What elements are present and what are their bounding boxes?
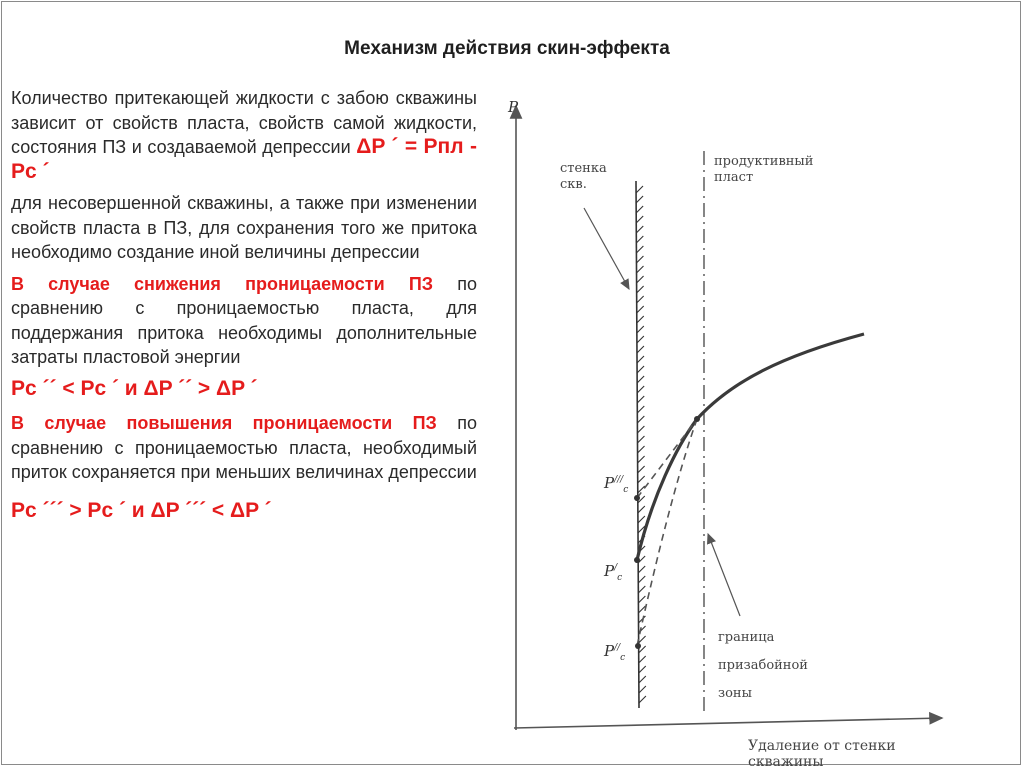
hatch-mark	[638, 486, 645, 493]
hatch-mark	[637, 376, 644, 383]
wall-label	[560, 161, 607, 193]
hatch-mark	[638, 606, 645, 613]
formula-increase	[11, 499, 477, 524]
hatch-mark	[637, 366, 644, 373]
hatch-mark	[638, 516, 645, 523]
hatch-mark	[637, 396, 644, 403]
hatch-mark	[636, 206, 643, 213]
hatch-mark	[637, 286, 644, 293]
hatch-mark	[639, 666, 646, 673]
skin-effect-diagram	[492, 86, 962, 770]
hatch-mark	[637, 326, 644, 333]
pc-upper-label	[604, 474, 628, 495]
hatch-mark	[636, 216, 643, 223]
hatch-mark	[638, 586, 645, 593]
pressure-curve-decreased	[637, 334, 864, 560]
hatch-mark	[638, 566, 645, 573]
point-intersection	[694, 416, 700, 422]
hatch-mark	[637, 386, 644, 393]
hatch-mark	[636, 196, 643, 203]
hatch-mark	[637, 416, 644, 423]
wall-label-line1: стенка	[560, 161, 607, 176]
pc-mid-symbol: P	[604, 562, 615, 580]
formation-label-line1: продуктивный	[714, 154, 814, 169]
pc-upper-symbol: P	[604, 474, 615, 492]
hatch-mark	[637, 306, 644, 313]
boundary-label-line1: граница	[718, 630, 775, 645]
hatch-mark	[637, 316, 644, 323]
point-pc-upper	[634, 495, 640, 501]
hatch-mark	[637, 296, 644, 303]
y-axis-label: P	[508, 98, 519, 116]
well-wall-line	[636, 181, 639, 708]
hatch-mark	[637, 276, 644, 283]
hatch-mark	[639, 686, 646, 693]
hatch-mark	[637, 336, 644, 343]
hatch-mark	[636, 266, 643, 273]
paragraph-2	[11, 191, 477, 265]
pc-upper-sub: c	[623, 485, 629, 495]
hatch-mark	[638, 576, 645, 583]
hatch-mark	[639, 636, 646, 643]
hatch-mark	[638, 596, 645, 603]
slide-title: Механизм действия скин-эффекта	[344, 38, 670, 59]
hatch-mark	[637, 346, 644, 353]
point-pc-mid	[634, 557, 640, 563]
paragraph-3-emphasis: В случае снижения проницаемости ПЗ	[11, 273, 434, 294]
pc-mid-sub: c	[617, 573, 623, 583]
pc-mid-sup: /	[614, 563, 618, 573]
hatch-mark	[639, 676, 646, 683]
x-axis	[514, 718, 942, 728]
hatch-mark	[637, 426, 644, 433]
hatch-mark	[636, 246, 643, 253]
pc-lower-sub: c	[620, 653, 626, 663]
pc-upper-sup: ///	[614, 475, 624, 485]
paragraph-3-text: по сравнению с проницаемостью пласта, для поддержания притока необходимы дополнительные затраты пластовой энергии	[11, 273, 477, 367]
paragraph-4-emphasis: В случае повышения проницаемости ПЗ	[11, 413, 437, 433]
paragraph-2-text: для несовершенной скважины, а также при изменении свойств пласта в ПЗ, для сохранения того же притока необходимо создание иной величины депрессии	[11, 193, 477, 262]
pressure-curve-base	[637, 419, 697, 498]
hatch-mark	[636, 236, 643, 243]
hatch-mark	[636, 256, 643, 263]
boundary-label	[718, 624, 808, 708]
hatch-mark	[638, 476, 645, 483]
hatch-mark	[638, 506, 645, 513]
hatch-mark	[636, 186, 643, 193]
pc-lower-sup: //	[614, 643, 621, 653]
pc-lower-label	[604, 642, 625, 663]
paragraph-4-text: по сравнению с проницаемостью пласта, необходимый приток сохраняется при меньших величинах депрессии	[11, 413, 477, 482]
hatch-mark	[638, 466, 645, 473]
formula-decrease	[11, 377, 477, 402]
x-axis-label: Удаление от стенки скважины	[748, 738, 896, 770]
hatch-mark	[638, 456, 645, 463]
wall-label-line2: скв.	[560, 177, 587, 192]
wall-pointer-arrow	[584, 208, 629, 289]
hatch-mark	[639, 696, 646, 703]
formation-label	[714, 154, 813, 186]
formula-depression: ΔP ´ = Рпл - Рс ´	[11, 135, 478, 183]
paragraph-4	[11, 411, 477, 485]
hatch-mark	[637, 356, 644, 363]
hatch-mark	[636, 226, 643, 233]
paragraph-3	[11, 272, 477, 370]
pressure-curve-increased	[637, 419, 697, 646]
point-pc-lower	[635, 643, 641, 649]
hatch-mark	[639, 656, 646, 663]
formula-increase-text: Рс ´´´ > Рс ´ и ΔP ´´´ < ΔP ´	[11, 498, 272, 522]
boundary-label-line2: призабойной	[718, 658, 808, 673]
boundary-pointer-arrow	[708, 534, 740, 616]
hatch-mark	[637, 436, 644, 443]
pc-mid-label	[604, 562, 622, 583]
hatch-mark	[638, 446, 645, 453]
boundary-label-line3: зоны	[718, 686, 752, 701]
paragraph-1	[11, 86, 477, 184]
text-column	[11, 86, 477, 533]
paragraph-1-text: Количество притекающей жидкости с забою скважины зависит от свойств пласта, свойств самой жидкости, состояния ПЗ и создаваемой депрессии	[11, 88, 477, 157]
formula-decrease-text: Рс ´´ < Рс ´ и ΔP ´´ > ΔP ´	[11, 376, 258, 400]
pc-lower-symbol: P	[604, 642, 615, 660]
hatch-mark	[637, 406, 644, 413]
formation-label-line2: пласт	[714, 170, 754, 185]
